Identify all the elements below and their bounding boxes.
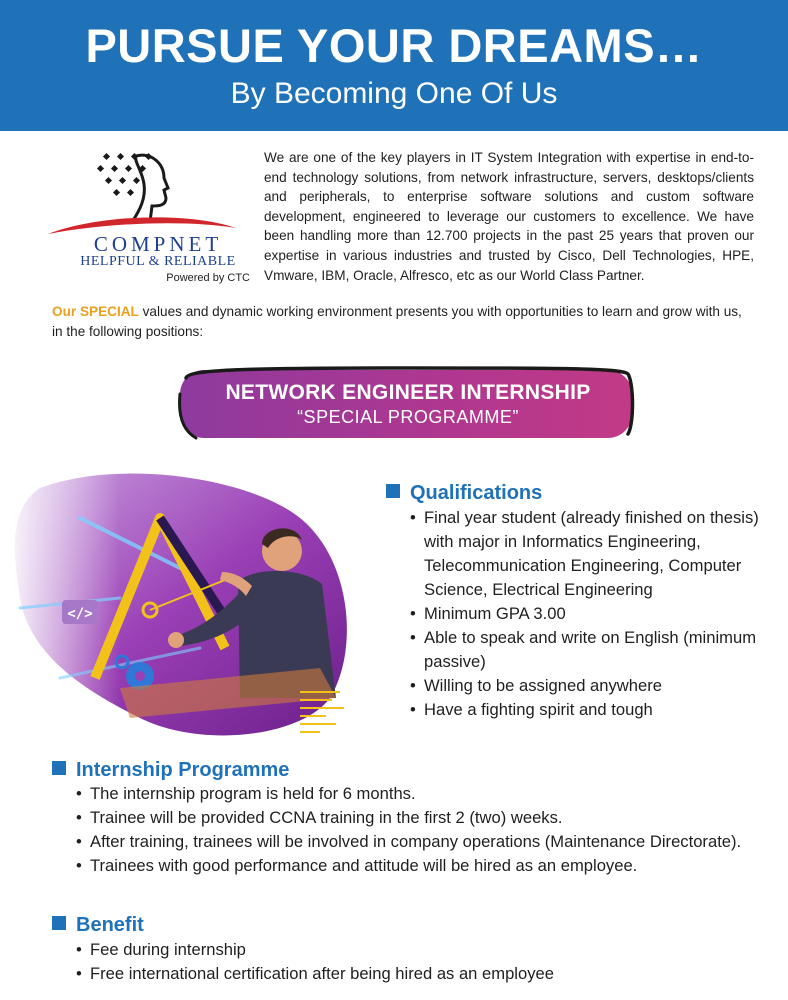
qualifications-heading-text: Qualifications xyxy=(410,482,543,504)
benefit-heading xyxy=(52,913,144,937)
list-item: • Able to speak and write on English (minimum passive) xyxy=(410,626,770,674)
benefit-heading-text: Benefit xyxy=(76,914,144,936)
benefit-list xyxy=(76,938,766,986)
logo-powered-by: Powered by CTC xyxy=(166,272,250,284)
logo-brand-name: COMPNET xyxy=(93,232,223,256)
internship-list xyxy=(76,782,766,878)
logo-tagline: HELPFUL & RELIABLE xyxy=(80,254,236,269)
list-item: • Trainee will be provided CCNA training in the first 2 (two) weeks. xyxy=(76,806,766,830)
list-item: • Trainees with good performance and attitude will be hired as an employee. xyxy=(76,854,766,878)
engineer-illustration xyxy=(0,448,380,748)
list-item: • Free international certification after being hired as an employee xyxy=(76,962,766,986)
page-title: PURSUE YOUR DREAMS… xyxy=(85,19,703,72)
qualifications-list xyxy=(410,506,770,722)
qualifications-heading xyxy=(386,481,542,505)
list-item: • Minimum GPA 3.00 xyxy=(410,602,770,626)
square-bullet-icon xyxy=(386,484,400,498)
page-subtitle: By Becoming One Of Us xyxy=(230,77,558,110)
position-badge xyxy=(176,364,640,444)
special-values-text: values and dynamic working environment presents you with opportunities to learn and grow with us, in the following positions: xyxy=(52,304,742,339)
list-item: • After training, trainees will be involved in company operations (Maintenance Directorate). xyxy=(76,830,766,854)
special-values-highlight: Our SPECIAL xyxy=(52,304,139,319)
special-values-paragraph xyxy=(52,302,754,341)
internship-heading xyxy=(52,758,289,782)
internship-heading-text: Internship Programme xyxy=(76,759,290,781)
position-subtitle: “SPECIAL PROGRAMME” xyxy=(297,407,519,427)
square-bullet-icon xyxy=(52,916,66,930)
list-item: • Willing to be assigned anywhere xyxy=(410,674,770,698)
compnet-logo xyxy=(40,148,250,288)
company-description: We are one of the key players in IT System Integration with expertise in end-to-end technology solutions, from network infrastructure, servers, desktops/clients and peripherals, to enterprise software solutions and custom software development, engineered to leverage our customers to excellence. We have been handling more than 12.700 projects in the past 25 years that proven our expertise in various industries and trusted by Cisco, Dell Technologies, HPE, Vmware, IBM, Oracle, Alfresco, etc as our World Class Partner. xyxy=(264,150,754,283)
list-item: • Final year student (already finished on thesis) with major in Informatics Engineering, Telecommunication Engineering, Computer Science, Electrical Engineering xyxy=(410,506,770,602)
header-banner xyxy=(0,0,788,131)
position-title: NETWORK ENGINEER INTERNSHIP xyxy=(225,381,591,404)
square-bullet-icon xyxy=(52,761,66,775)
list-item: • Have a fighting spirit and tough xyxy=(410,698,770,722)
list-item: • Fee during internship xyxy=(76,938,766,962)
list-item: • The internship program is held for 6 months. xyxy=(76,782,766,806)
code-tag-icon: </> xyxy=(67,606,93,622)
